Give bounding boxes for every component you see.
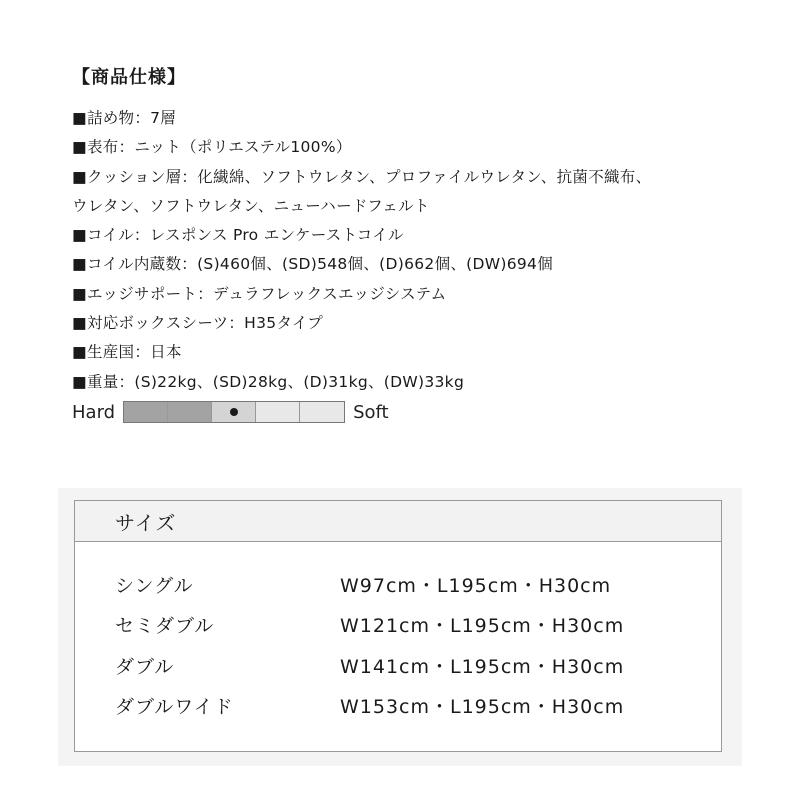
firmness-marker-dot [230, 408, 238, 416]
spec-line-fabric: ■表布：ニット（ポリエステル100%） [72, 138, 352, 157]
firmness-scale [72, 398, 389, 426]
firmness-segment [212, 402, 256, 422]
size-name: シングル [115, 574, 194, 597]
firmness-soft-label: Soft [353, 401, 389, 423]
firmness-bar [123, 401, 345, 423]
size-dims: W121cm・L195cm・H30cm [340, 615, 625, 638]
spec-line-weight: ■重量：(S)22kg、(SD)28kg、(D)31kg、(DW)33kg [72, 372, 465, 391]
product-spec-section [72, 64, 651, 397]
size-table [74, 500, 722, 752]
firmness-hard-label: Hard [72, 401, 116, 423]
spec-title: 【商品仕様】 [72, 67, 186, 88]
size-row [75, 564, 721, 605]
size-row [75, 605, 721, 646]
size-name: ダブル [115, 655, 175, 678]
spec-list [72, 104, 651, 397]
size-dims: W153cm・L195cm・H30cm [340, 696, 625, 719]
spec-line-coil: ■コイル：レスポンス Pro エンケーストコイル [72, 226, 404, 245]
size-dims: W97cm・L195cm・H30cm [340, 574, 612, 597]
spec-line-fill: ■詰め物：7層 [72, 109, 177, 127]
size-name: セミダブル [115, 615, 215, 638]
size-header: サイズ [75, 501, 721, 542]
firmness-segment [168, 402, 212, 422]
size-section [58, 488, 742, 766]
size-rows [75, 542, 721, 726]
firmness-segment [300, 402, 344, 422]
spec-line-edge-support: ■エッジサポート：デュラフレックスエッジシステム [72, 284, 447, 303]
spec-line-coil-count: ■コイル内蔵数：(S)460個、(SD)548個、(D)662個、(DW)694個 [72, 255, 554, 274]
spec-line-cushion: ■クッション層：化繊綿、ソフトウレタン、プロファイルウレタン、抗菌不織布、 [72, 167, 652, 186]
firmness-segment [124, 402, 168, 422]
size-name: ダブルワイド [115, 696, 234, 719]
spec-line-origin: ■生産国：日本 [72, 343, 182, 362]
spec-line-cushion-cont: ウレタン、ソフトウレタン、ニューハードフェルト [72, 196, 430, 215]
size-row [75, 645, 721, 686]
size-row [75, 686, 721, 727]
spec-line-box-sheet: ■対応ボックスシーツ：H35タイプ [72, 314, 324, 333]
firmness-segment [256, 402, 300, 422]
size-dims: W141cm・L195cm・H30cm [340, 655, 625, 678]
